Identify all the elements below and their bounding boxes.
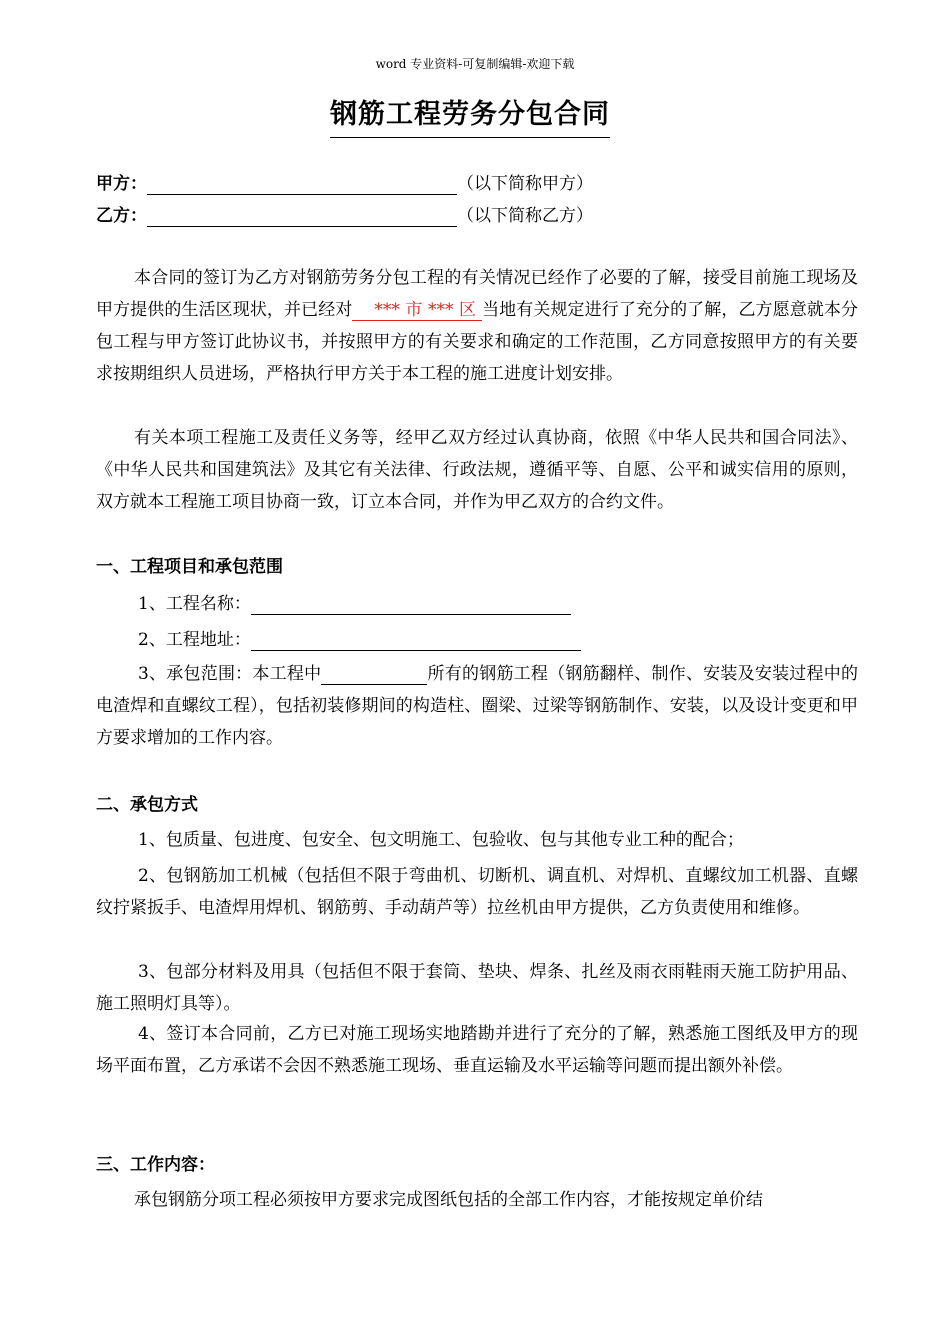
project-name-blank bbox=[251, 594, 571, 615]
s1-item-1-label: 1、工程名称： bbox=[138, 594, 251, 614]
intro-paragraph-2: 有关本项工程施工及责任义务等，经甲乙双方经过认真协商，依照《中华人民共和国合同法》、《中华人民共和国建筑法》及其它有关法律、行政法规，遵循平等、自愿、公平和诚实信用的原则，双方就本工程施工项目协商一致，订立本合同，并作为甲乙双方的合约文件。 bbox=[96, 428, 858, 512]
s2-item-3: 3、包部分材料及用具（包括但不限于套筒、垫块、焊条、扎丝及雨衣雨鞋雨天施工防护用品、施工照明灯具等）。 bbox=[96, 962, 858, 1014]
party-b-line bbox=[96, 200, 593, 232]
section-3-heading: 三、工作内容： bbox=[96, 1155, 215, 1175]
intro-paragraph-1 bbox=[96, 262, 858, 390]
s2-item-2: 2、包钢筋加工机械（包括但不限于弯曲机、切断机、调直机、对焊机、直螺纹加工机器、直螺纹拧紧扳手、电渣焊用焊机、钢筋剪、手动葫芦等）拉丝机由甲方提供，乙方负责使用和维修。 bbox=[96, 866, 858, 918]
s1-item-3-end: 所有的钢筋工程（钢筋翻样、制作、安装及安装过程中的电渣焊和直螺纹工程），包括初装修期间的构造柱、圈梁、过梁等钢筋制作、安装，以及设计变更和甲方要求增加的工作内容。 bbox=[96, 664, 858, 748]
s3-paragraph-1: 承包钢筋分项工程必须按甲方要求完成图纸包括的全部工作内容，才能按规定单价结 bbox=[134, 1190, 763, 1210]
party-b-suffix: （以下简称乙方） bbox=[457, 206, 593, 226]
s1-item-1 bbox=[138, 588, 571, 620]
s1-item-2-label: 2、工程地址： bbox=[138, 630, 251, 650]
party-a-label: 甲方： bbox=[96, 174, 147, 194]
s1-item-3 bbox=[96, 658, 858, 754]
s2-item-1: 1、包质量、包进度、包安全、包文明施工、包验收、包与其他专业工种的配合； bbox=[138, 830, 744, 850]
section-1-heading: 一、工程项目和承包范围 bbox=[96, 557, 283, 577]
party-a-suffix: （以下简称甲方） bbox=[457, 174, 593, 194]
intro-p1-start: 本合同的签订为乙方对钢筋劳务分包工程的有关情况已经作了必要的了解，接受目前施工现场及甲方提供的生活区现状，并已经对 bbox=[96, 268, 858, 320]
party-a-line bbox=[96, 168, 593, 200]
s1-item-2 bbox=[138, 624, 581, 656]
s1-item-3-start: 3、承包范围：本工程中 bbox=[138, 664, 322, 684]
document-title: 钢筋工程劳务分包合同 bbox=[330, 92, 610, 138]
scope-blank bbox=[321, 664, 427, 685]
party-b-label: 乙方： bbox=[96, 206, 147, 226]
intro-p1-end: 当地有关规定进行了充分的了解，乙方愿意就本分包工程与甲方签订此协议书，并按照甲方的有关要求和确定的工作范围，乙方同意按照甲方的有关要求按期组织人员进场，严格执行甲方关于本工程的施工进度计划安排。 bbox=[96, 300, 859, 384]
intro-location: *** 市 *** 区 bbox=[352, 300, 482, 321]
project-address-blank bbox=[251, 630, 581, 651]
header-note: word 专业资料-可复制编辑-欢迎下载 bbox=[375, 57, 575, 71]
party-a-blank bbox=[147, 174, 457, 195]
party-b-blank bbox=[147, 206, 457, 227]
section-2-heading: 二、承包方式 bbox=[96, 795, 198, 815]
s2-item-4: 4、签订本合同前，乙方已对施工现场实地踏勘并进行了充分的了解，熟悉施工图纸及甲方的现场平面布置，乙方承诺不会因不熟悉施工现场、垂直运输及水平运输等问题而提出额外补偿。 bbox=[96, 1024, 858, 1076]
